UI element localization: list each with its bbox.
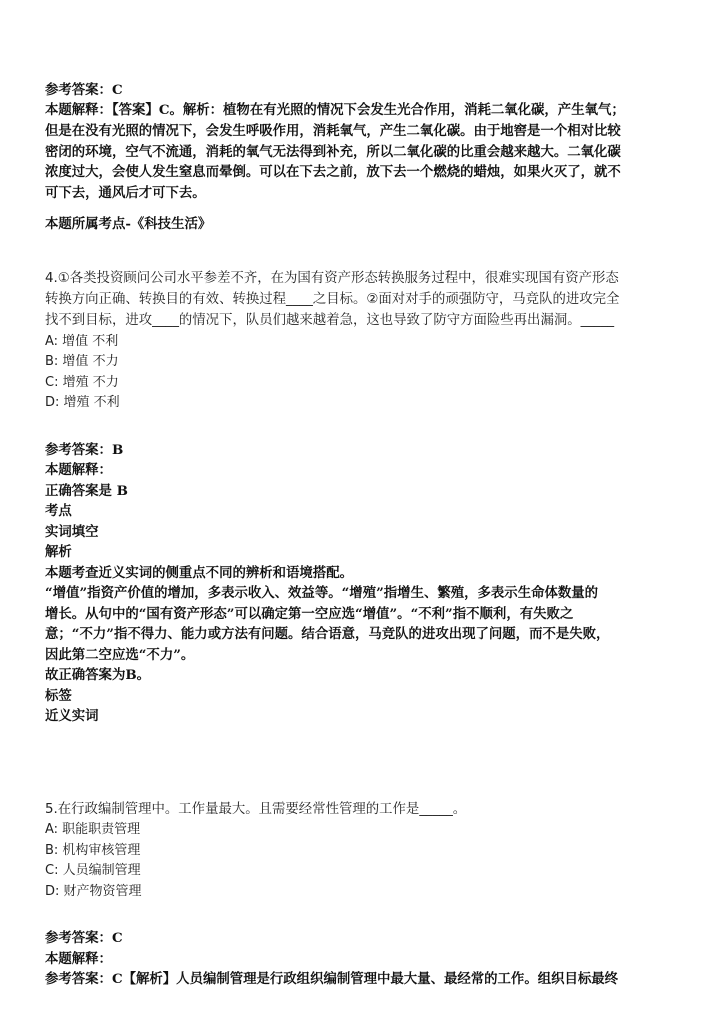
topic-line: 本题所属考点-《科技生活》 — [45, 216, 212, 232]
option-a: A: 职能职责管理 — [45, 822, 141, 837]
section-label: 考点 — [45, 503, 72, 519]
option-d: D: 增殖 不利 — [45, 395, 120, 410]
option-c: C: 人员编制管理 — [45, 863, 141, 878]
explanation-line: 可下去，通风后才可下去。 — [45, 185, 206, 201]
explanation-label: 本题解释： — [45, 462, 112, 478]
section-value: 实词填空 — [45, 524, 99, 540]
question-stem-line: 4.①各类投资顾问公司水平参差不齐，在为国有资产形态转换服务过程中，很难实现国有资产形态 — [45, 271, 619, 286]
explanation-line: 浓度过大，会使人发生窒息而晕倒。可以在下去之前，放下去一个燃烧的蜡烛，如果火灭了，就不 — [45, 164, 621, 180]
explanation-line: 但是在没有光照的情况下，会发生呼吸作用，消耗氧气，产生二氧化碳。由于地窖是一个相对比较 — [45, 123, 621, 139]
answer-line: 参考答案：C — [45, 930, 123, 946]
answer-line: 参考答案：C — [45, 82, 123, 98]
question-stem-line: 找不到目标，进攻____的情况下，队员们越来越着急，这也导致了防守方面险些再出漏洞。_____ — [45, 313, 615, 328]
explanation-line: 参考答案：C【解析】人员编制管理是行政组织编制管理中最大量、最经常的工作。组织目标最终 — [45, 971, 619, 987]
explanation-line: 因此第二空应选“不力”。 — [45, 647, 195, 663]
explanation-line: 增长。从句中的“国有资产形态”可以确定第一空应选“增值”。“不利”指不顺利，有失败之 — [45, 606, 574, 622]
section-label: 标签 — [45, 688, 72, 704]
question-stem-line: 转换方向正确、转换目的有效、转换过程____之目标。②面对对手的顽强防守，马竞队的进攻完全 — [45, 292, 620, 307]
section-label: 解析 — [45, 544, 72, 560]
answer-line: 参考答案：B — [45, 442, 124, 458]
option-a: A: 增值 不利 — [45, 334, 119, 349]
correct-answer-line: 正确答案是 B — [45, 483, 128, 499]
explanation-line: 意；“不力”指不得力、能力或方法有问题。结合语意，马竞队的进攻出现了问题，而不是失败， — [45, 626, 610, 642]
explanation-label: 本题解释： — [45, 951, 112, 967]
explanation-line: 本题解释：【答案】C。解析：植物在有光照的情况下会发生光合作用，消耗二氧化碳，产生氧气； — [45, 102, 625, 118]
option-d: D: 财产物资管理 — [45, 884, 142, 899]
tag-value: 近义实词 — [45, 708, 99, 724]
conclusion-line: 故正确答案为B。 — [45, 667, 151, 683]
explanation-line: 本题考查近义实词的侧重点不同的辨析和语境搭配。 — [45, 565, 353, 581]
explanation-line: “增值”指资产价值的增加，多表示收入、效益等。“增殖”指增生、繁殖，多表示生命体数量的 — [45, 585, 599, 601]
option-c: C: 增殖 不力 — [45, 375, 119, 390]
option-b: B: 机构审核管理 — [45, 843, 141, 858]
option-b: B: 增值 不力 — [45, 354, 119, 369]
explanation-line: 密闭的环境，空气不流通，消耗的氧气无法得到补充，所以二氧化碳的比重会越来越大。二氧化碳 — [45, 144, 621, 160]
question-stem-line: 5.在行政编制管理中。工作量最大。且需要经常性管理的工作是_____。 — [45, 802, 467, 817]
